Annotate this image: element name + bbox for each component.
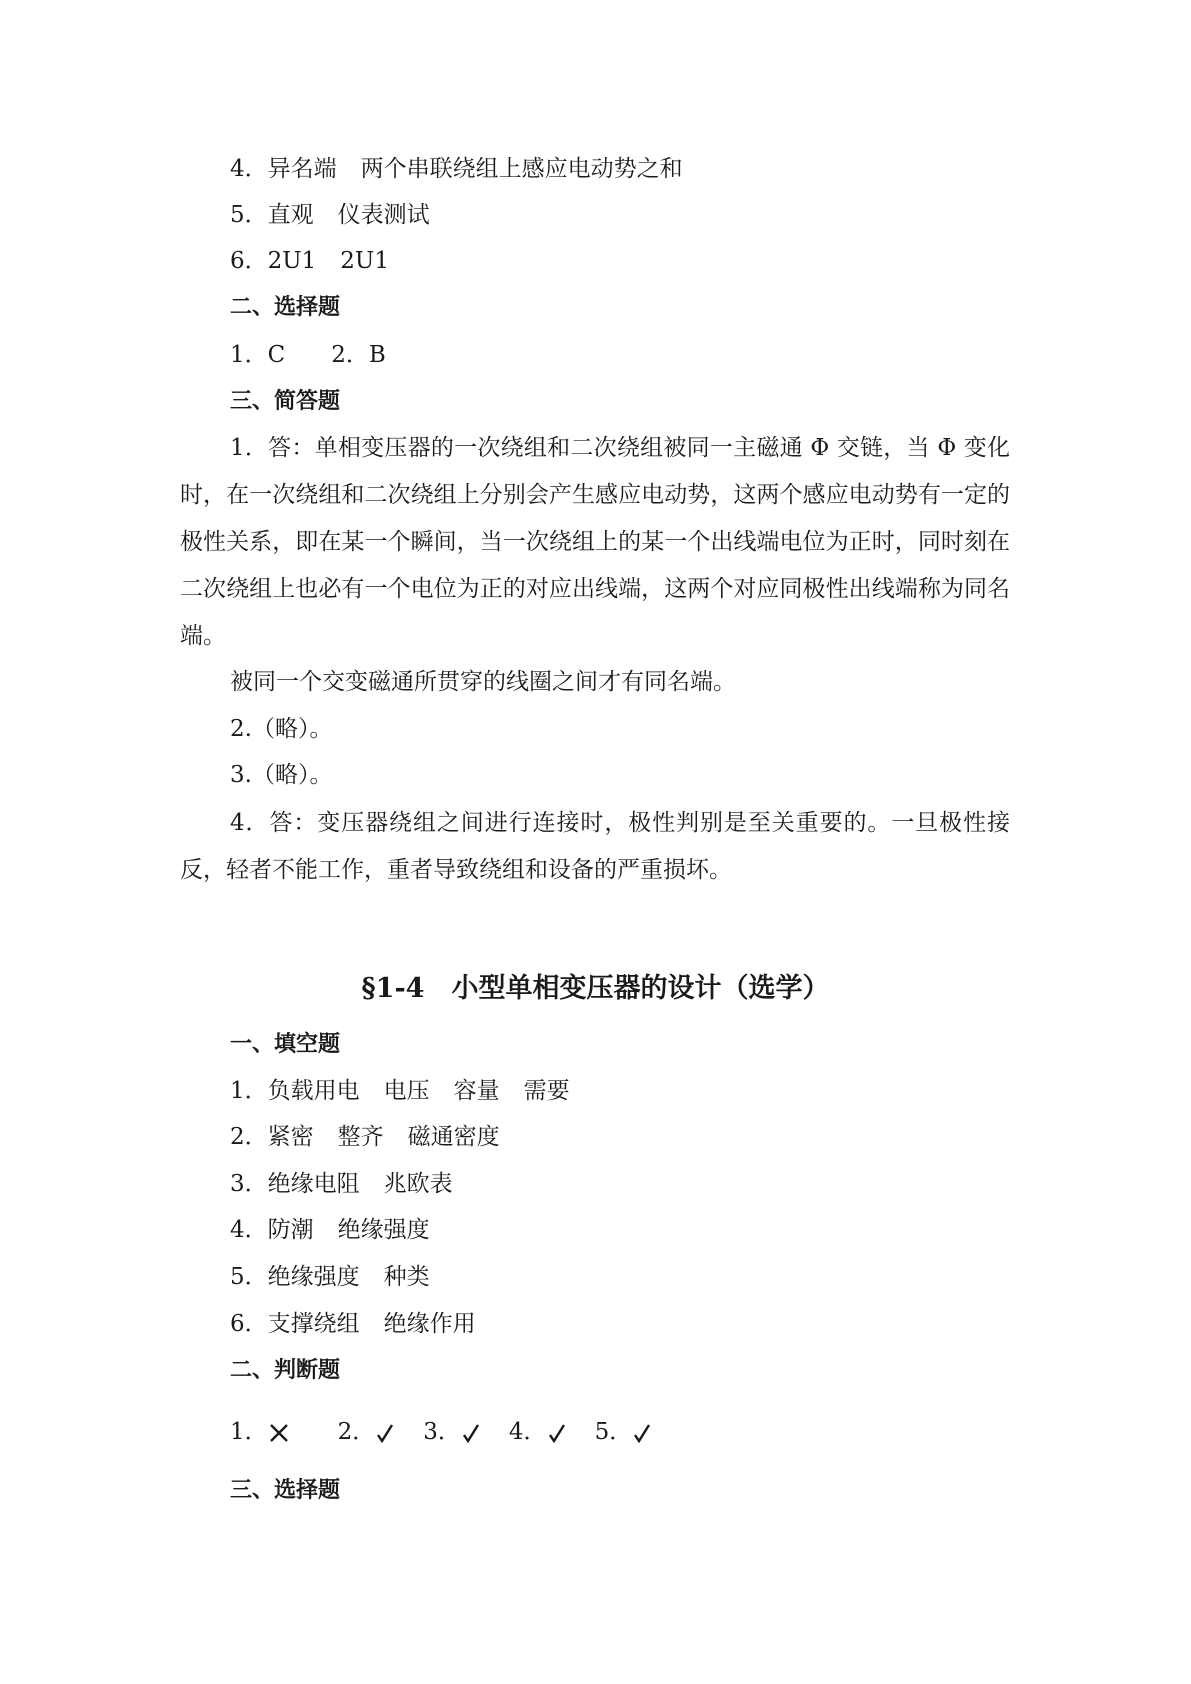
fill-text: 电压 [383,1078,430,1104]
judge-item-2 [338,1417,402,1447]
fill-text: 整齐 [337,1124,384,1150]
fill-answer-5 [230,200,430,230]
answer-text: 5．直观 [230,202,314,228]
fill-text: 3．绝缘电阻 [230,1171,360,1197]
choice-answer: 1．C [230,342,286,368]
answer-text: 两个串联绕组上感应电动势之和 [360,156,683,182]
judge-item-3 [423,1417,487,1447]
choice-answers [230,340,386,370]
judge-number: 1． [230,1419,268,1445]
answer-text: 仪表测试 [337,202,430,228]
short-answer-heading: 三、简答题 [230,389,341,414]
fill-text: 4．防潮 [230,1217,314,1243]
fill-text: 2．紧密 [230,1124,314,1150]
answer-text: 6．2U1 [230,248,317,274]
choice-heading: 二、选择题 [230,295,341,320]
section-title: §1-4 小型单相变压器的设计（选学） [361,973,830,1004]
fill-text: 种类 [383,1264,430,1290]
judge-number: 3． [423,1419,461,1445]
judge-answers [230,1417,680,1447]
short-answer-4: 4．答：变压器绕组之间进行连接时，极性判别是至关重要的。一旦极性接反，轻者不能工作，重者导致绕组和设备的严重损坏。 [180,810,1010,883]
fill-text: 容量 [453,1078,500,1104]
check-icon [375,1422,395,1444]
fill-item-4 [230,1215,430,1245]
fill-item-5 [230,1262,430,1292]
fill-text: 需要 [523,1078,570,1104]
judge-heading: 二、判断题 [230,1358,341,1383]
short-answer-1: 1．答：单相变压器的一次绕组和二次绕组被同一主磁通 Φ 交链，当 Φ 变化时，在一次绕组和二次绕组上分别会产生感应电动势，这两个感应电动势有一定的极性关系，即在某一个瞬间，当一次绕组上的某一个出线端电位为正时，同时刻在二次绕组上也必有一个电位为正的对应出线端，这两个对应同极性出线端称为同名端。 [180,435,1010,649]
fill-text: 绝缘作用 [383,1311,476,1337]
short-answer-3: 3.（略）。 [230,762,333,788]
check-icon [461,1422,481,1444]
fill-item-1 [230,1076,570,1106]
fill-text: 磁通密度 [407,1124,500,1150]
judge-number: 2． [337,1419,376,1445]
fill-item-6 [230,1309,476,1339]
choice-answer: 2．B [331,342,386,368]
short-answer-1-note: 被同一个交变磁通所贯穿的线圈之间才有同名端。 [230,669,736,695]
fill-answer-4 [230,154,683,184]
section-choice-heading: 三、选择题 [230,1478,341,1503]
short-answer-2: 2.（略）。 [230,716,333,742]
fill-item-3 [230,1169,453,1199]
judge-item-5 [595,1417,659,1447]
fill-text: 兆欧表 [383,1171,453,1197]
judge-item-4 [509,1417,573,1447]
check-icon [632,1422,652,1444]
judge-number: 4． [508,1419,547,1445]
fill-text: 绝缘强度 [337,1217,430,1243]
judge-item-1 [230,1417,296,1447]
judge-number: 5． [594,1419,633,1445]
fill-text: 1．负载用电 [230,1078,360,1104]
fill-heading: 一、填空题 [230,1032,341,1057]
fill-text: 6．支撑绕组 [230,1311,360,1337]
fill-text: 5．绝缘强度 [230,1264,360,1290]
fill-answer-6 [230,246,389,276]
cross-icon [268,1422,290,1444]
check-icon [547,1422,567,1444]
fill-item-2 [230,1122,500,1152]
answer-text: 2U1 [340,248,389,274]
answer-text: 4．异名端 [230,156,337,182]
